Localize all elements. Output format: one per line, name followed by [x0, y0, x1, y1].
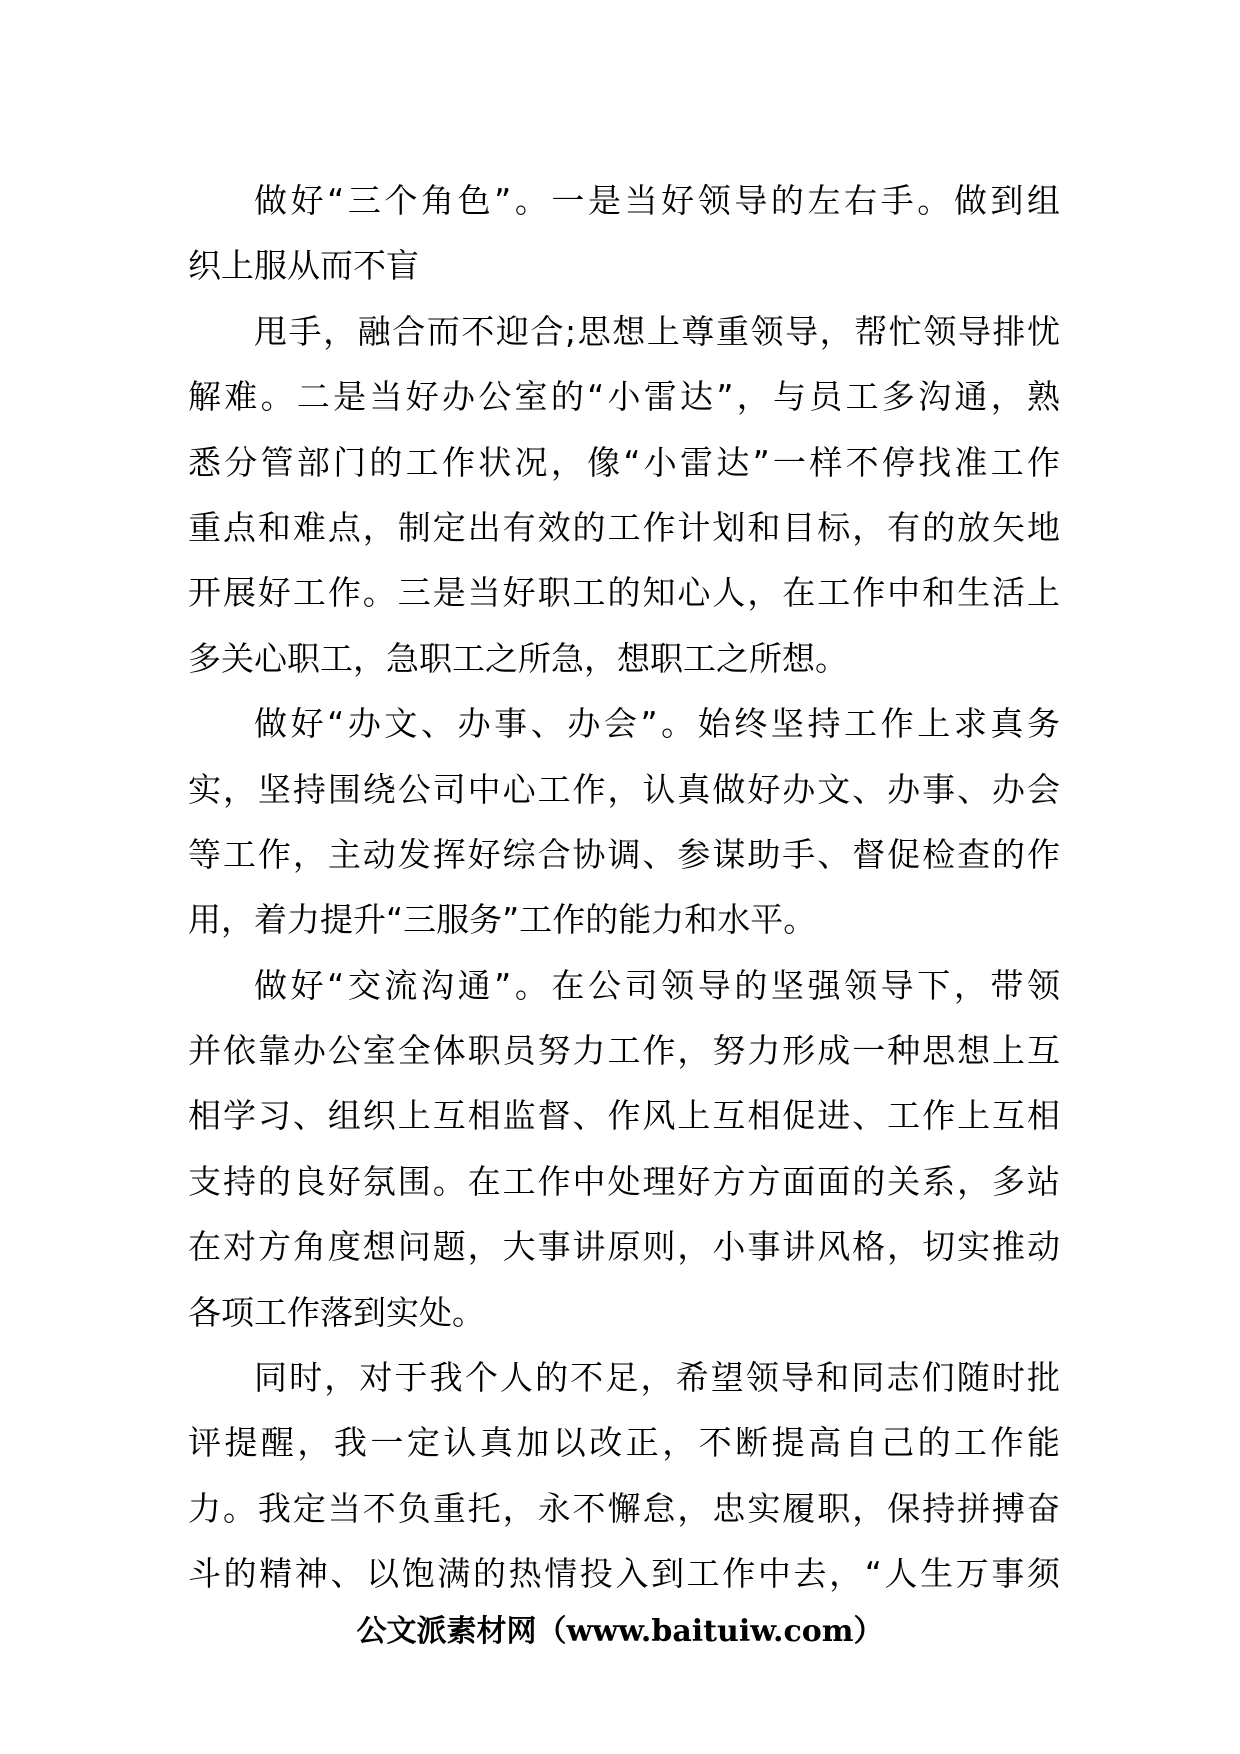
text-line: 做好“办文、办事、办会”。始终坚持工作上求真务	[254, 704, 1060, 744]
text-line: 在对方角度想问题，大事讲原则，小事讲风格，切实推动	[188, 1227, 1060, 1267]
text-line: 多关心职工，急职工之所急，想职工之所想。	[188, 638, 848, 678]
text-line: 并依靠办公室全体职员努力工作，努力形成一种思想上互	[188, 1031, 1060, 1071]
text-line: 做好“交流沟通”。在公司领导的坚强领导下，带领	[254, 965, 1060, 1005]
text-line: 重点和难点，制定出有效的工作计划和目标，有的放矢地	[188, 507, 1060, 547]
text-line: 开展好工作。三是当好职工的知心人，在工作中和生活上	[188, 573, 1060, 613]
text-line: 力。我定当不负重托，永不懈怠，忠实履职，保持拼搏奋	[188, 1488, 1060, 1528]
text-line: 同时，对于我个人的不足，希望领导和同志们随时批	[254, 1358, 1060, 1398]
text-line: 等工作，主动发挥好综合协调、参谋助手、督促检查的作	[188, 834, 1060, 874]
text-line: 斗的精神、以饱满的热情投入到工作中去，“人生万事须	[188, 1554, 1060, 1594]
footer-watermark: 公文派素材网（www.baituiw.com）	[356, 1614, 884, 1649]
text-line: 相学习、组织上互相监督、作风上互相促进、工作上互相	[188, 1096, 1060, 1136]
text-line: 解难。二是当好办公室的“小雷达”，与员工多沟通，熟	[188, 377, 1060, 417]
text-line: 悉分管部门的工作状况，像“小雷达”一样不停找准工作	[188, 442, 1060, 482]
text-line: 用，着力提升“三服务”工作的能力和水平。	[188, 900, 817, 940]
text-line: 评提醒，我一定认真加以改正，不断提高自己的工作能	[188, 1423, 1060, 1463]
document-body	[188, 168, 1060, 1607]
text-line: 做好“三个角色”。一是当好领导的左右手。做到组	[254, 181, 1060, 220]
text-line: 甩手，融合而不迎合;思想上尊重领导，帮忙领导排忧	[254, 311, 1060, 351]
text-line: 实，坚持围绕公司中心工作，认真做好办文、办事、办会	[188, 769, 1060, 809]
text-line: 各项工作落到实处。	[188, 1292, 485, 1332]
text-line: 支持的良好氛围。在工作中处理好方方面面的关系，多站	[188, 1161, 1060, 1201]
text-line: 织上服从而不盲	[188, 246, 419, 286]
